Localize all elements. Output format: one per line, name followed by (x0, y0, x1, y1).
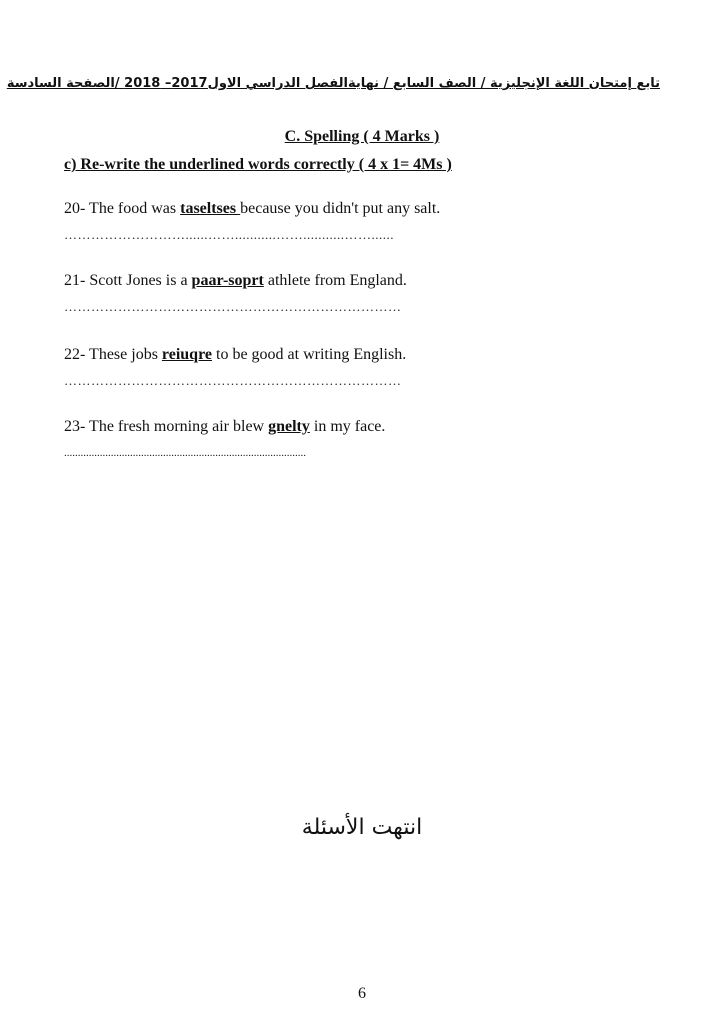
section-title: C. Spelling ( 4 Marks ) (284, 128, 440, 145)
exam-header: تابع إمتحان اللغة الإنجليزية / الصف السابع / نهايةالفصل الدراسي الاول2017– 2018 /الصفحة السادسة (6, 76, 660, 91)
question-22 (64, 346, 406, 364)
question-21 (64, 272, 407, 290)
question-text-after: because you didn't put any salt. (240, 200, 441, 217)
answer-line-21: ………………………………………………………………… (64, 299, 402, 314)
misspelled-word: gnelty (268, 418, 310, 435)
question-text-before: 23- The fresh morning air blew (64, 418, 269, 435)
question-text-before: 20- The food was (64, 200, 181, 217)
misspelled-word: paar-soprt (191, 272, 264, 289)
answer-line-22: ………………………………………………………………… (64, 373, 402, 388)
question-23 (64, 418, 385, 436)
question-text-after: to be good at writing English. (212, 346, 407, 363)
answer-line-20: ………………………......……...........……...........……...... (64, 227, 394, 242)
question-20 (64, 200, 440, 218)
end-of-questions-text: انتهت الأسئلة (301, 815, 423, 840)
misspelled-word: reiuqre (161, 346, 212, 363)
question-text-before: 21- Scott Jones is a (64, 272, 192, 289)
page-number: 6 (358, 985, 366, 1002)
question-text-after: in my face. (309, 418, 386, 435)
section-instruction: c) Re-write the underlined words correctly ( 4 x 1= 4Ms ) (64, 156, 452, 173)
question-text-after: athlete from England. (263, 272, 407, 289)
question-text-before: 22- These jobs (64, 346, 162, 363)
answer-line-23: ........................................................................................ (64, 447, 306, 459)
misspelled-word: taseltses (180, 200, 241, 217)
